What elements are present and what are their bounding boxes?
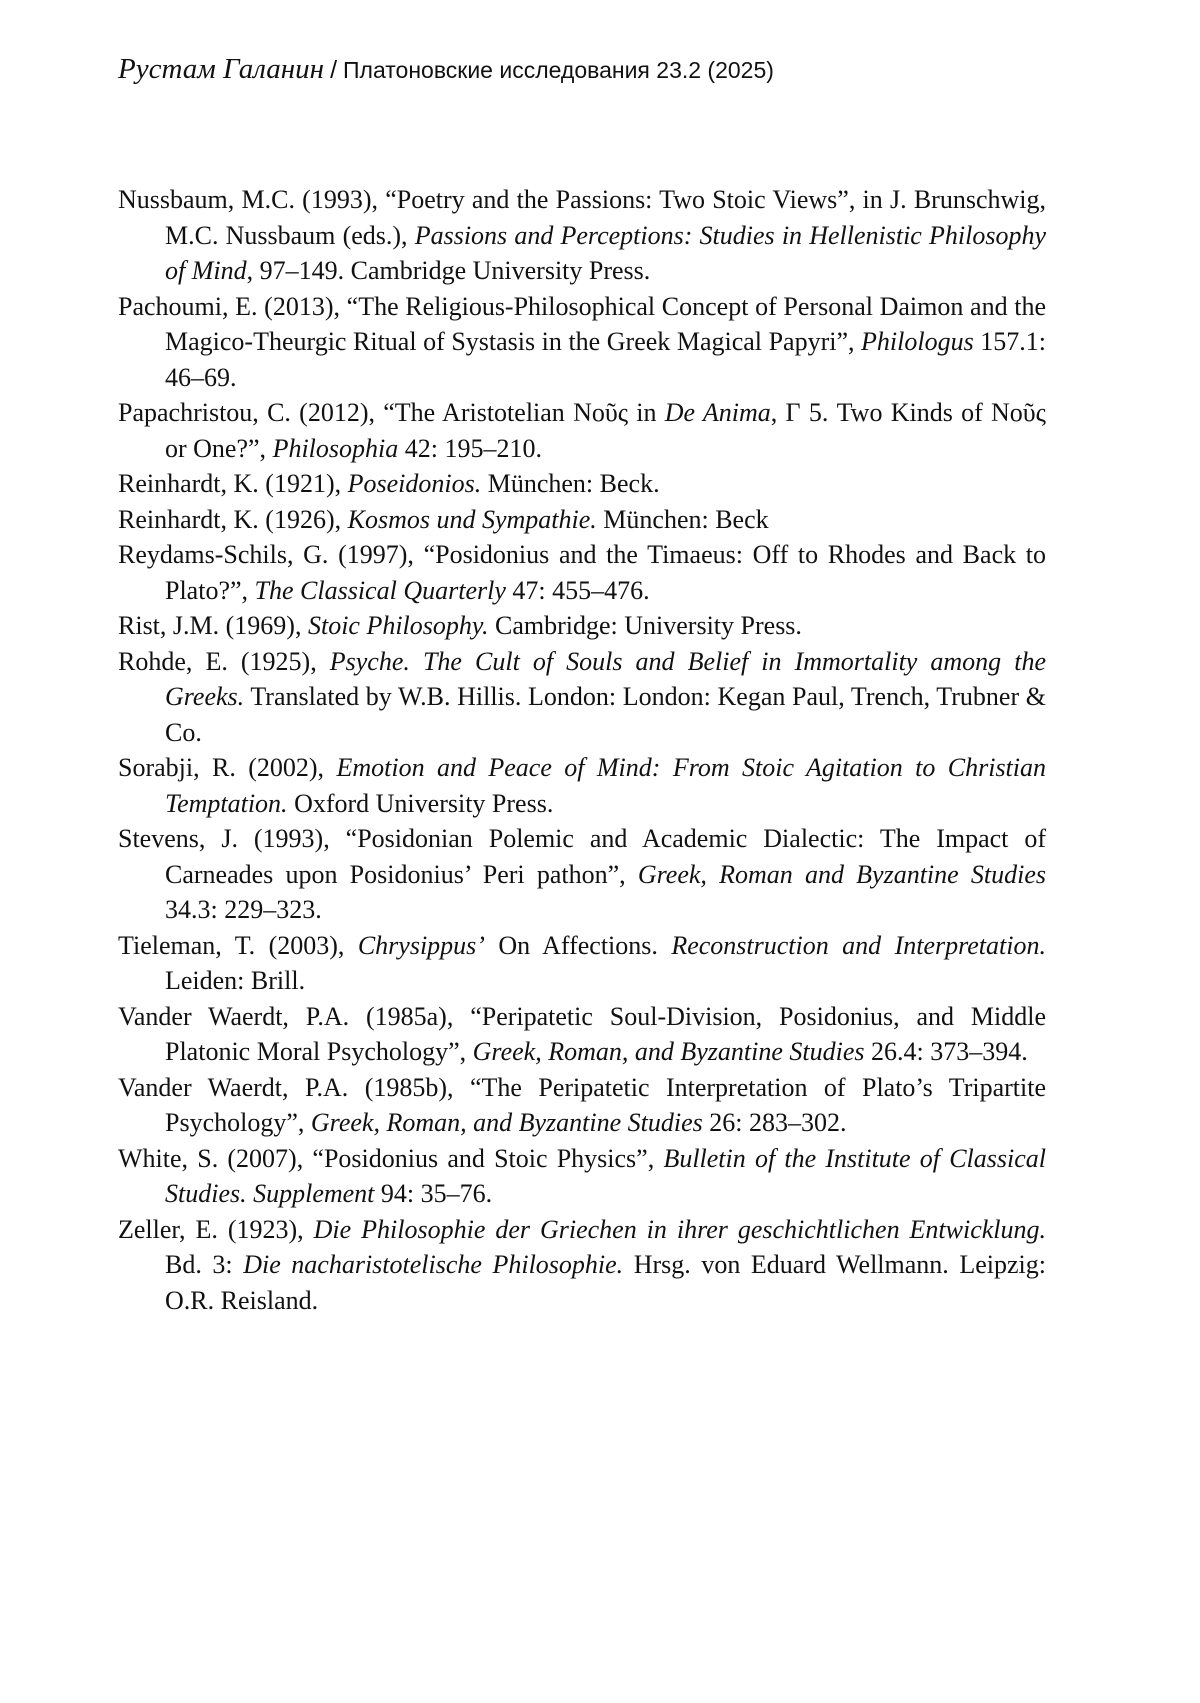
reference-text-segment: Oxford University Press. bbox=[287, 788, 554, 818]
running-head bbox=[118, 52, 1082, 87]
reference-text-segment: Reinhardt, K. (1926), bbox=[118, 504, 348, 534]
reference-italic-segment: The Classical Quarterly bbox=[254, 575, 506, 605]
reference-entry bbox=[118, 1141, 1046, 1212]
reference-text-segment: Rist, J.M. (1969), bbox=[118, 611, 308, 640]
reference-text-segment: München: Beck bbox=[596, 504, 769, 534]
reference-text-segment: Tieleman, T. (2003), bbox=[118, 930, 358, 960]
reference-italic-segment: Philologus bbox=[861, 327, 974, 356]
reference-italic-segment: Bulletin of the Institute of Classical Studies. Supplement bbox=[165, 1143, 1046, 1208]
author-name: Рустам Галанин bbox=[118, 53, 325, 85]
reference-text-segment: 26: 283–302. bbox=[702, 1108, 847, 1137]
reference-text-segment: Papachristou, C. (2012), “The Aristotelian Νοῦς in bbox=[118, 398, 665, 427]
reference-entry bbox=[118, 395, 1046, 466]
reference-text-segment: , 97–149. Cambridge University Press. bbox=[246, 256, 651, 285]
reference-italic-segment: Chrysippus’ bbox=[357, 930, 485, 960]
reference-entry bbox=[118, 182, 1046, 289]
reference-text-segment: Reinhardt, K. (1921), bbox=[118, 469, 348, 498]
reference-italic-segment: Poseidonios. bbox=[347, 469, 482, 498]
reference-italic-segment: Stoic Philosophy. bbox=[307, 611, 489, 640]
reference-text-segment: 42: 195–210. bbox=[398, 433, 542, 463]
reference-italic-segment: Passions and Perceptions: Studies in Hellenistic Philosophy of Mind bbox=[165, 220, 1046, 285]
reference-entry bbox=[118, 289, 1046, 396]
reference-italic-segment: Greek, Roman, and Byzantine Studies bbox=[310, 1108, 703, 1137]
reference-text-segment: Vander Waerdt, P.A. (1985a), “Peripatetic Soul-Division, Posidonius, and Middle Platonic Moral Psychology”, bbox=[118, 1001, 1046, 1066]
reference-text-segment: Rohde, E. (1925), bbox=[118, 646, 330, 676]
reference-text-segment: München: Beck. bbox=[481, 469, 660, 498]
reference-italic-segment: Greek, Roman and Byzantine Studies bbox=[637, 859, 1046, 889]
reference-text-segment: White, S. (2007), “Posidonius and Stoic Physics”, bbox=[118, 1143, 664, 1173]
reference-text-segment: 157.1: 46–69. bbox=[165, 327, 1046, 392]
reference-text-segment: Sorabji, R. (2002), bbox=[118, 753, 337, 782]
reference-entry bbox=[118, 608, 1046, 644]
reference-italic-segment: Emotion and Peace of Mind: From Stoic Agitation to Christian Temptation. bbox=[165, 753, 1047, 818]
reference-entry bbox=[118, 502, 1046, 538]
reference-text-segment: , Γ 5. Two Kinds of Νοῦς or One?”, bbox=[165, 398, 1046, 463]
reference-text-segment: Hrsg. von Eduard Wellmann. Leipzig: O.R. Reisland. bbox=[165, 1250, 1046, 1315]
reference-text-segment: Nussbaum, M.C. (1993), “Poetry and the Passions: Two Stoic Views”, in J. Brunschwig, M.C. Nussbaum (eds.), bbox=[118, 185, 1046, 250]
reference-text-segment: Cambridge: University Press. bbox=[488, 611, 802, 640]
reference-entry bbox=[118, 466, 1046, 502]
reference-entry bbox=[118, 644, 1046, 751]
reference-italic-segment: Die Philosophie der Griechen in ihrer geschichtlichen Entwicklung. bbox=[313, 1214, 1047, 1244]
reference-italic-segment: Kosmos und Sympathie. bbox=[347, 504, 597, 534]
reference-list bbox=[118, 182, 1046, 1318]
reference-text-segment: Reydams-Schils, G. (1997), “Posidonius and the Timaeus: Off to Rhodes and Back to Plato?”, bbox=[118, 540, 1046, 605]
reference-italic-segment: Psyche. The Cult of Souls and Belief in Immortality among the Greeks. bbox=[165, 646, 1046, 711]
reference-entry bbox=[118, 750, 1046, 821]
reference-entry bbox=[118, 821, 1046, 928]
reference-entry bbox=[118, 1212, 1046, 1319]
reference-text-segment: 94: 35–76. bbox=[374, 1179, 493, 1208]
reference-entry bbox=[118, 537, 1046, 608]
reference-text-segment: Stevens, J. (1993), “Posidonian Polemic and Academic Dialectic: The Impact of Carneades upon Posidonius’ Peri pathon”, bbox=[118, 824, 1046, 889]
reference-text-segment: Zeller, E. (1923), bbox=[118, 1214, 314, 1244]
reference-entry bbox=[118, 928, 1046, 999]
reference-text-segment: Vander Waerdt, P.A. (1985b), “The Peripatetic Interpretation of Plato’s Tripartite Psychology”, bbox=[118, 1072, 1046, 1137]
reference-text-segment: Pachoumi, E. (2013), “The Religious-Philosophical Concept of Personal Daimon and the Magico-Theurgic Ritual of Systasis in the Greek Magical Papyri”, bbox=[118, 291, 1046, 356]
reference-italic-segment: Greek, Roman, and Byzantine Studies bbox=[472, 1037, 865, 1066]
reference-entry bbox=[118, 999, 1046, 1070]
reference-italic-segment: Reconstruction and Interpretation. bbox=[671, 930, 1046, 960]
reference-text-segment: Translated by W.B. Hillis. London: London: Kegan Paul, Trench, Trubner & Co. bbox=[165, 682, 1046, 747]
reference-text-segment: Leiden: Brill. bbox=[165, 966, 306, 995]
reference-text-segment: 47: 455–476. bbox=[505, 575, 650, 605]
reference-italic-segment: Die nacharistotelische Philosophie. bbox=[243, 1250, 624, 1279]
header-separator: / bbox=[330, 56, 338, 84]
reference-text-segment: On Affections. bbox=[484, 930, 672, 960]
reference-italic-segment: De Anima bbox=[664, 398, 771, 427]
reference-text-segment: 26.4: 373–394. bbox=[864, 1037, 1028, 1066]
reference-italic-segment: Philosophia bbox=[272, 433, 399, 463]
reference-text-segment: 34.3: 229–323. bbox=[165, 895, 322, 924]
reference-entry bbox=[118, 1070, 1046, 1141]
reference-text-segment: Bd. 3: bbox=[165, 1250, 244, 1279]
journal-title: Платоновские исследования 23.2 (2025) bbox=[343, 57, 774, 83]
